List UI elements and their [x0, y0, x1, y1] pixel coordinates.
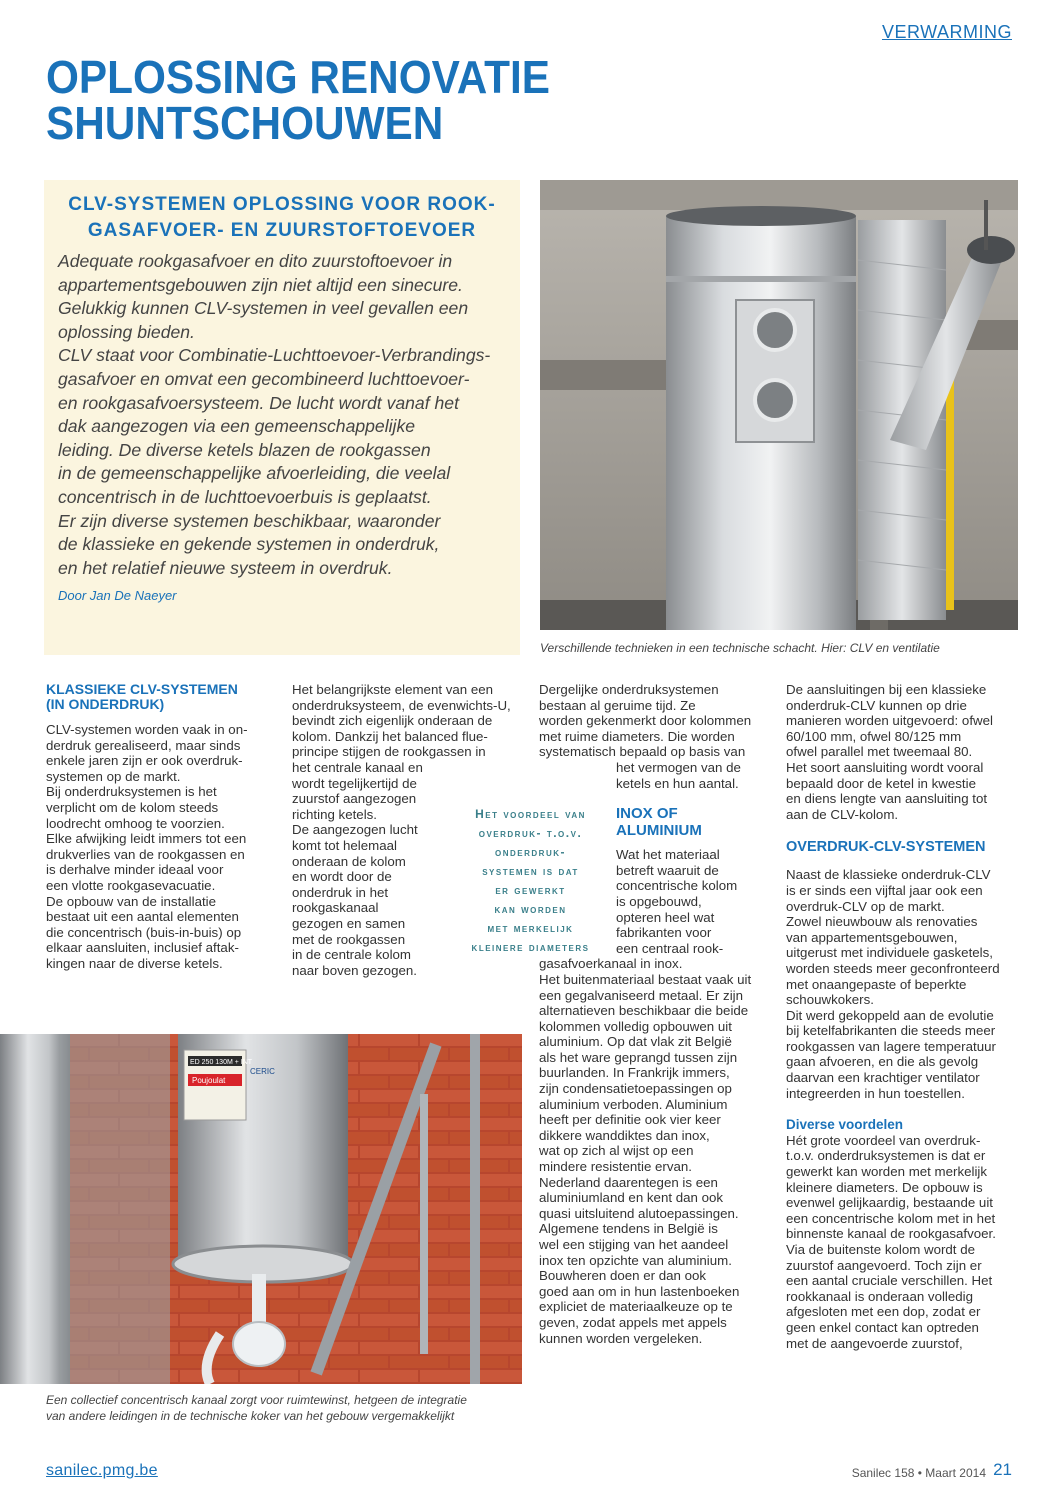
title-line-2: SHUNTSCHOUWEN — [46, 97, 444, 149]
intro-heading-line-1: CLV-SYSTEMEN OPLOSSING VOOR ROOK- — [68, 194, 496, 215]
product-label-brand-2: CERIC — [250, 1067, 275, 1076]
pull-quote: Het voordeel van overdruk- t.o.v. onderdruk- systemen is dat er gewerkt kan worden met merkelijk kleinere diameters — [458, 805, 603, 957]
footer-website-link[interactable]: sanilec.pmg.be — [46, 1462, 158, 1479]
title-line-1: OPLOSSING RENOVATIE — [46, 51, 550, 103]
body-text: Dergelijke onderdruksystemen bestaan al geruime tijd. Ze worden gekenmerkt door kolommen met ruime diameters. Die worden systematisch bepaald op basis van — [539, 682, 752, 760]
photo-caption: Een collectief concentrisch kanaal zorgt voor ruimtewinst, hetgeen de integratie van andere leidingen in de technische koker van het gebouw vergemakkelijkt — [46, 1393, 467, 1423]
body-text: gasafvoerkanaal in inox. Het buitenmateriaal bestaat vaak uit een gegalvaniseerd metaal. Er zijn alternatieven beschikbaar die beide kolommen volledig opbouwen uit aluminium. Op dat vlak zit België als het ware geprangd tussen zijn buurlanden. In Frankrijk immers, zijn condensatietoepassingen op aluminium verboden. Aluminium heeft per definitie ook vier keer dikkere wanddiktes dan inox, wat op zich al wijst op een mindere resistentie ervan. Nederland daarentegen is een aluminiumland en kent dan ook quasi uitsluitend alutoepassingen. Algemene tendens in België is wel een stijging van het aandeel inox ten opzichte van aluminium. Bouwheren doen er dan ook goed aan om in hun lastenboeken expliciet de materiaalkeuze op te geven, zodat appels met appels kunnen worden vergeleken. — [539, 956, 752, 1346]
body-text: Het belangrijkste element van een onderdruksysteem, de evenwichts-U, bevindt zich eigenlijk onderaan de kolom. Dankzij het balanced flue- principe stijgen de rookgassen in het centrale kanaal en wordt tegelijkertijd de zuurstof aangezogen richting ketels. De aangezogen lucht komt tot helemaal onderaan de kolom en wordt door de onderdruk in het rookgaskanaal gezogen en samen met de rookgassen in de centrale kolom naar boven gezogen. — [292, 682, 511, 978]
body-text: het vermogen van de ketels en hun aantal. — [616, 759, 741, 791]
footer-issue-info: Sanilec 158 • Maart 2014 — [851, 1466, 986, 1480]
photo-caption: Verschillende technieken in een technische schacht. Hier: CLV en ventilatie — [540, 641, 940, 655]
author-byline: Door Jan De Naeyer — [58, 588, 177, 604]
intro-text: Adequate rookgasafvoer en dito zuurstoftoevoer in appartementsgebouwen zijn niet altijd een sinecure. Gelukkig kunnen CLV-systemen in veel gevallen een oplossing bieden. CLV staat voor Combinatie-Luchttoevoer-Verbrandings- gasafvoer en omvat een gecombineerd luchttoevoer- en rookgasafvoersysteem. De lucht wordt vanaf het dak aangezogen via een gemeenschappelijke leiding. De diverse ketels blazen de rookgassen in de gemeenschappelijke afvoerleiding, die veelal concentrisch in de luchttoevoerbuis is geplaatst. Er zijn diverse systemen beschikbaar, waaronder de klassieke en gekende systemen in onderdruk, en het relatief nieuwe systeem in overdruk. — [58, 251, 491, 578]
product-label-brand: Poujoulat — [192, 1076, 226, 1085]
body-text: Hét grote voordeel van overdruk- t.o.v. onderdruksystemen is dat er gewerkt kan worden met merkelijk kleinere diameters. De opbouw is evenwel gelijkaardig, bestaande uit een concentrische kolom met in het binnenste kanaal de rookgasafvoer. Via de buitenste kolom wordt de zuurstof aangevoerd. Toch zijn er een aantal cruciale verschillen. Het rookkanaal is onderaan volledig afgesloten met een dop, zodat er geen enkel contact kan optreden met de aangevoerde zuurstof, — [786, 1132, 996, 1351]
article-column-4 — [786, 682, 1018, 1351]
photo-concentric-duct-drawing — [0, 1034, 522, 1384]
article-column-3 — [539, 682, 769, 1346]
photo-technical-shaft — [540, 180, 1018, 630]
body-text: De aansluitingen bij een klassieke onderdruk-CLV kunnen op drie manieren worden uitgevoerd: ofwel 60/100 mm, ofwel 80/125 mm ofwel parallel met tweemaal 80. Het soort aansluiting wordt vooral bepaald door de ketel in kwestie en diens lengte van aansluiting tot aan de CLV-kolom. — [786, 682, 993, 822]
section-label: VERWARMING — [881, 22, 1012, 42]
article-column-1 — [46, 682, 261, 972]
subheading: Diverse voordelen — [786, 1117, 904, 1133]
body-text: CLV-systemen worden vaak in on- derdruk gerealiseerd, maar sinds enkele jaren zijn er ook overdruk- systemen op de markt. Bij onderdruksystemen is het verplicht om de kolom steeds loodrecht omhoog te voorzien. Elke afwijking leidt immers tot een drukverlies van de rookgassen en is derhalve minder ideaal voor een vlotte rookgasevacuatie. De opbouw van de installatie bestaat uit een aantal elementen die concentrisch (buis-in-buis) op elkaar aansluiten, inclusief aftak- kingen naar de diverse ketels. — [46, 722, 248, 971]
page-number: 21 — [993, 1460, 1012, 1479]
photo-concentric-duct — [0, 1034, 522, 1384]
intro-heading — [58, 192, 506, 244]
intro-heading-line-2: GASAFVOER- EN ZUURSTOFTOEVOER — [87, 220, 477, 241]
photo-technical-shaft-drawing — [540, 180, 1018, 630]
page-title — [46, 51, 635, 149]
section-heading: KLASSIEKE CLV-SYSTEMEN (IN ONDERDRUK) — [46, 681, 238, 712]
product-label-code: ED 250 130M + INT — [190, 1059, 253, 1066]
section-heading: INOX OF ALUMINIUM — [616, 805, 702, 840]
body-text: Wat het materiaal betreft waaruit de concentrische kolom is opgebouwd, opteren heel wat fabrikanten voor een centraal rook- — [616, 847, 738, 956]
intro-box — [44, 180, 520, 655]
body-text: Naast de klassieke onderdruk-CLV is er sinds een vijftal jaar ook een overdruk-CLV op de markt. Zowel nieuwbouw als renovaties van appartementsgebouwen, uitgerust met individuele gasketels, worden steeds meer geconfronteerd met onaangepaste of beperkte schouwkokers. Dit werd gekoppeld aan de evolutie bij ketelfabrikanten die steeds meer rookgassen van lagere temperatuur gaan afvoeren, en die als gevolg daarvan een krachtiger ventilator integreerden in hun toestellen. — [786, 867, 1000, 1101]
section-heading: OVERDRUK-CLV-SYSTEMEN — [786, 839, 986, 856]
